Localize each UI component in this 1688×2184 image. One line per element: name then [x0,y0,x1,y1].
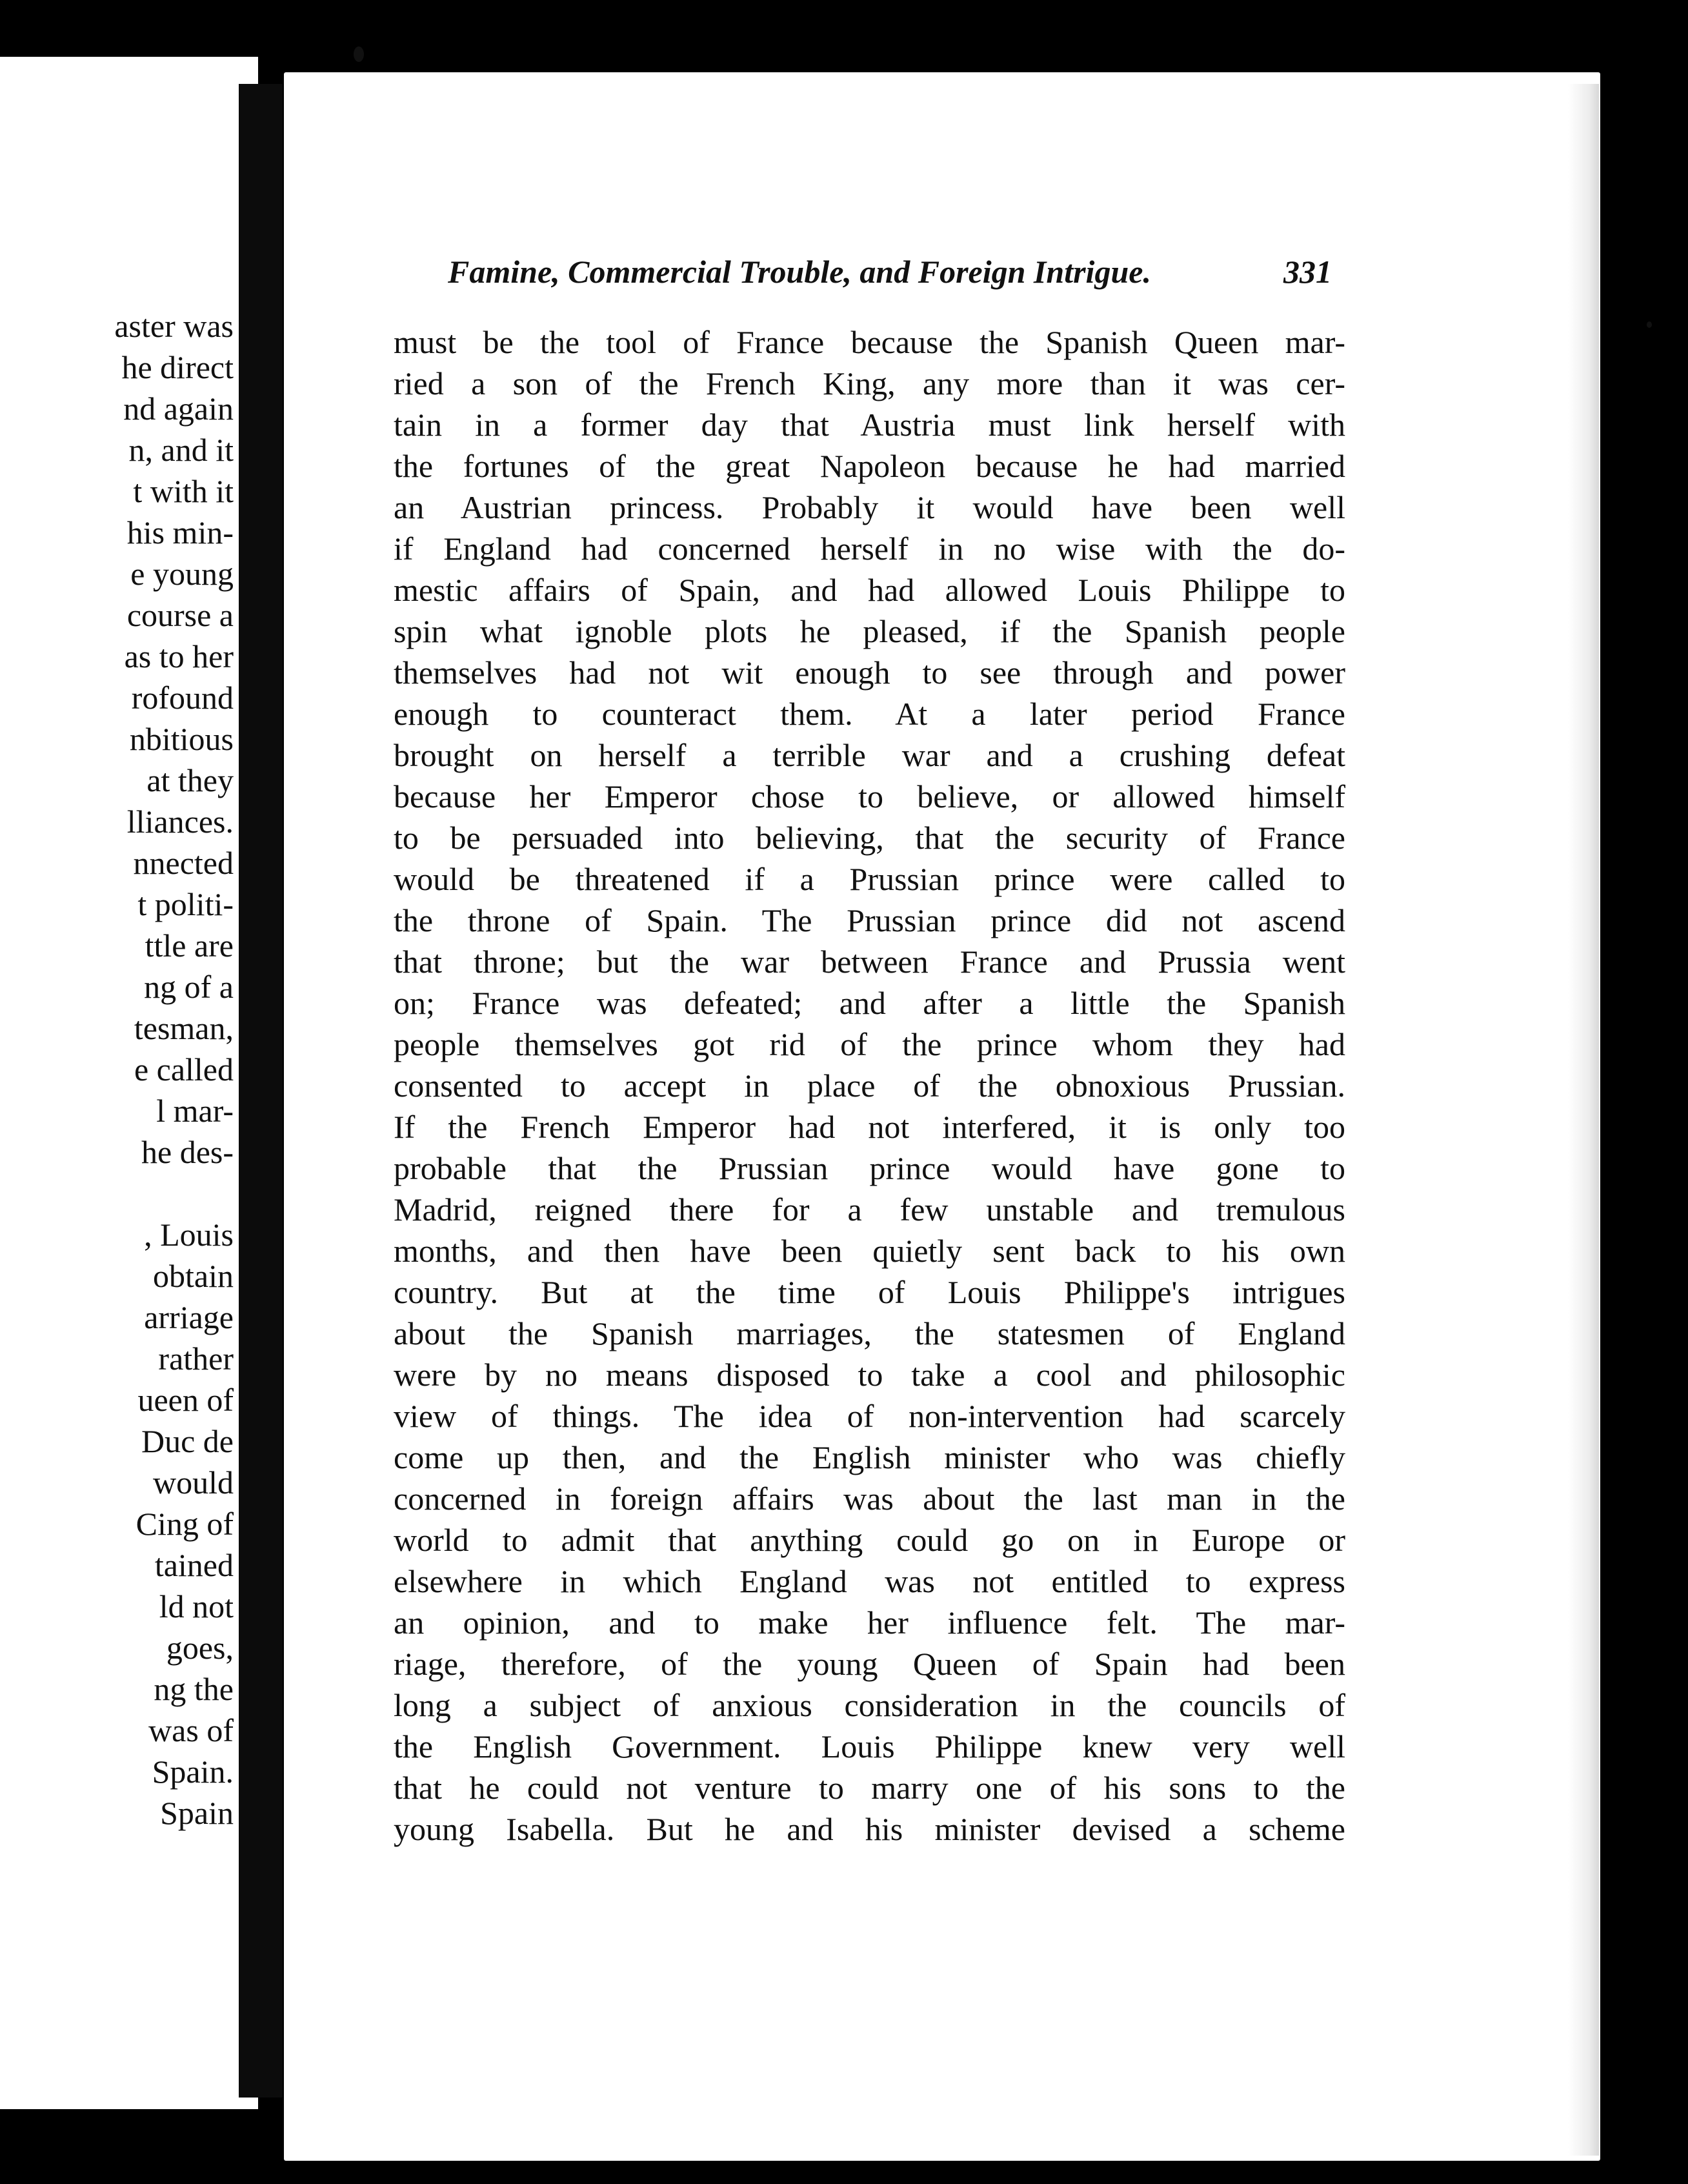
left-page-line: lliances. [126,804,234,840]
left-page-line: rather [158,1340,234,1377]
text-line: come up then, and the English minister who was chiefly [394,1439,1345,1475]
text-line: about the Spanish marriages, the statesmen of England [394,1315,1345,1351]
left-page-line: ng of a [144,969,234,1005]
text-line: If the French Emperor had not interfered, it is only too [394,1109,1345,1145]
text-line: spin what ignoble plots he pleased, if the Spanish people [394,613,1345,649]
text-line: enough to counteract them. At a later period France [394,696,1345,732]
text-line: world to admit that anything could go on in Europe or [394,1522,1345,1558]
text-line: country. But at the time of Louis Philippe's intrigues [394,1274,1345,1310]
left-page-line: his min- [126,514,234,551]
left-page [0,57,258,2109]
body-text [394,321,1345,1850]
header-title: Famine, Commercial Trouble, and Foreign Intrigue. [448,254,1151,290]
left-page-line: he direct [121,349,234,385]
text-line: that he could not venture to marry one of his sons to the [394,1770,1345,1806]
text-line: were by no means disposed to take a cool and philosophic [394,1357,1345,1393]
text-line: young Isabella. But he and his minister devised a scheme [394,1811,1345,1847]
left-page-line: Spain. [152,1754,234,1790]
text-line: view of things. The idea of non-intervention had scarcely [394,1398,1345,1434]
left-page-line: ng the [154,1671,234,1707]
left-page-line: at they [146,762,234,798]
left-page-line: l mar- [156,1093,234,1129]
text-line: if England had concerned herself in no wise with the do- [394,531,1345,567]
text-line: to be persuaded into believing, that the security of France [394,820,1345,856]
text-line: ried a son of the French King, any more than it was cer- [394,365,1345,401]
text-line: elsewhere in which England was not entitled to express [394,1563,1345,1599]
text-line: probable that the Prussian prince would have gone to [394,1150,1345,1186]
left-page-line: tesman, [134,1010,234,1046]
left-page-line: n, and it [128,432,234,468]
text-line: must be the tool of France because the Spanish Queen mar- [394,324,1345,360]
running-header [448,253,1332,298]
ink-speck [354,46,364,62]
left-page-line: , Louis [144,1217,234,1253]
left-page-line: Cing of [136,1506,234,1542]
left-page-line: nd again [123,390,234,427]
left-page-line: arriage [144,1299,234,1335]
left-page-line: t politi- [137,886,234,922]
left-page-line: he des- [141,1134,234,1170]
text-line: mestic affairs of Spain, and had allowed Louis Philippe to [394,572,1345,608]
text-line: themselves had not wit enough to see through and power [394,654,1345,691]
left-page-line: nbitious [129,721,234,757]
text-line: brought on herself a terrible war and a crushing defeat [394,737,1345,773]
left-page-line: obtain [153,1258,234,1294]
text-line: the throne of Spain. The Prussian prince did not ascend [394,902,1345,938]
text-line: riage, therefore, of the young Queen of Spain had been [394,1646,1345,1682]
text-line: would be threatened if a Prussian prince were called to [394,861,1345,897]
spine-shadow [239,84,283,2098]
text-line: long a subject of anxious consideration in the councils of [394,1687,1345,1723]
left-page-line: course a [126,597,234,633]
text-line: because her Emperor chose to believe, or allowed himself [394,778,1345,814]
text-line: an opinion, and to make her influence felt. The mar- [394,1604,1345,1641]
text-line: Madrid, reigned there for a few unstable and tremulous [394,1191,1345,1228]
page-edge [1568,84,1599,2156]
text-line: concerned in foreign affairs was about the last man in the [394,1481,1345,1517]
left-page-line: goes, [166,1630,234,1666]
text-line: tain in a former day that Austria must link herself with [394,407,1345,443]
page-number: 331 [1283,254,1332,290]
left-page-line: rofound [131,680,234,716]
text-line: months, and then have been quietly sent back to his own [394,1233,1345,1269]
text-line: on; France was defeated; and after a little the Spanish [394,985,1345,1021]
left-page-line: e called [134,1051,234,1087]
left-page-line: e young [130,556,234,592]
left-page-line: was of [148,1712,234,1748]
text-line: that throne; but the war between France and Prussia went [394,944,1345,980]
left-page-line: aster was [114,308,234,344]
left-page-line: as to her [124,638,234,674]
left-page-line: ttle are [145,927,234,964]
left-page-line: Duc de [141,1423,234,1459]
left-page-line: ld not [159,1588,234,1624]
text-line: an Austrian princess. Probably it would have been well [394,489,1345,525]
text-line: the fortunes of the great Napoleon because he had married [394,448,1345,484]
left-page-line: tained [154,1547,234,1583]
text-line: the English Government. Louis Philippe knew very well [394,1728,1345,1764]
left-page-line: ueen of [137,1382,234,1418]
ink-speck [1647,321,1652,328]
text-line: consented to accept in place of the obnoxious Prussian. [394,1067,1345,1104]
left-page-line: Spain [160,1795,234,1831]
left-page-line: nnected [133,845,234,881]
left-page-line: t with it [133,473,234,509]
left-page-line: would [153,1464,234,1501]
text-line: people themselves got rid of the prince whom they had [394,1026,1345,1062]
